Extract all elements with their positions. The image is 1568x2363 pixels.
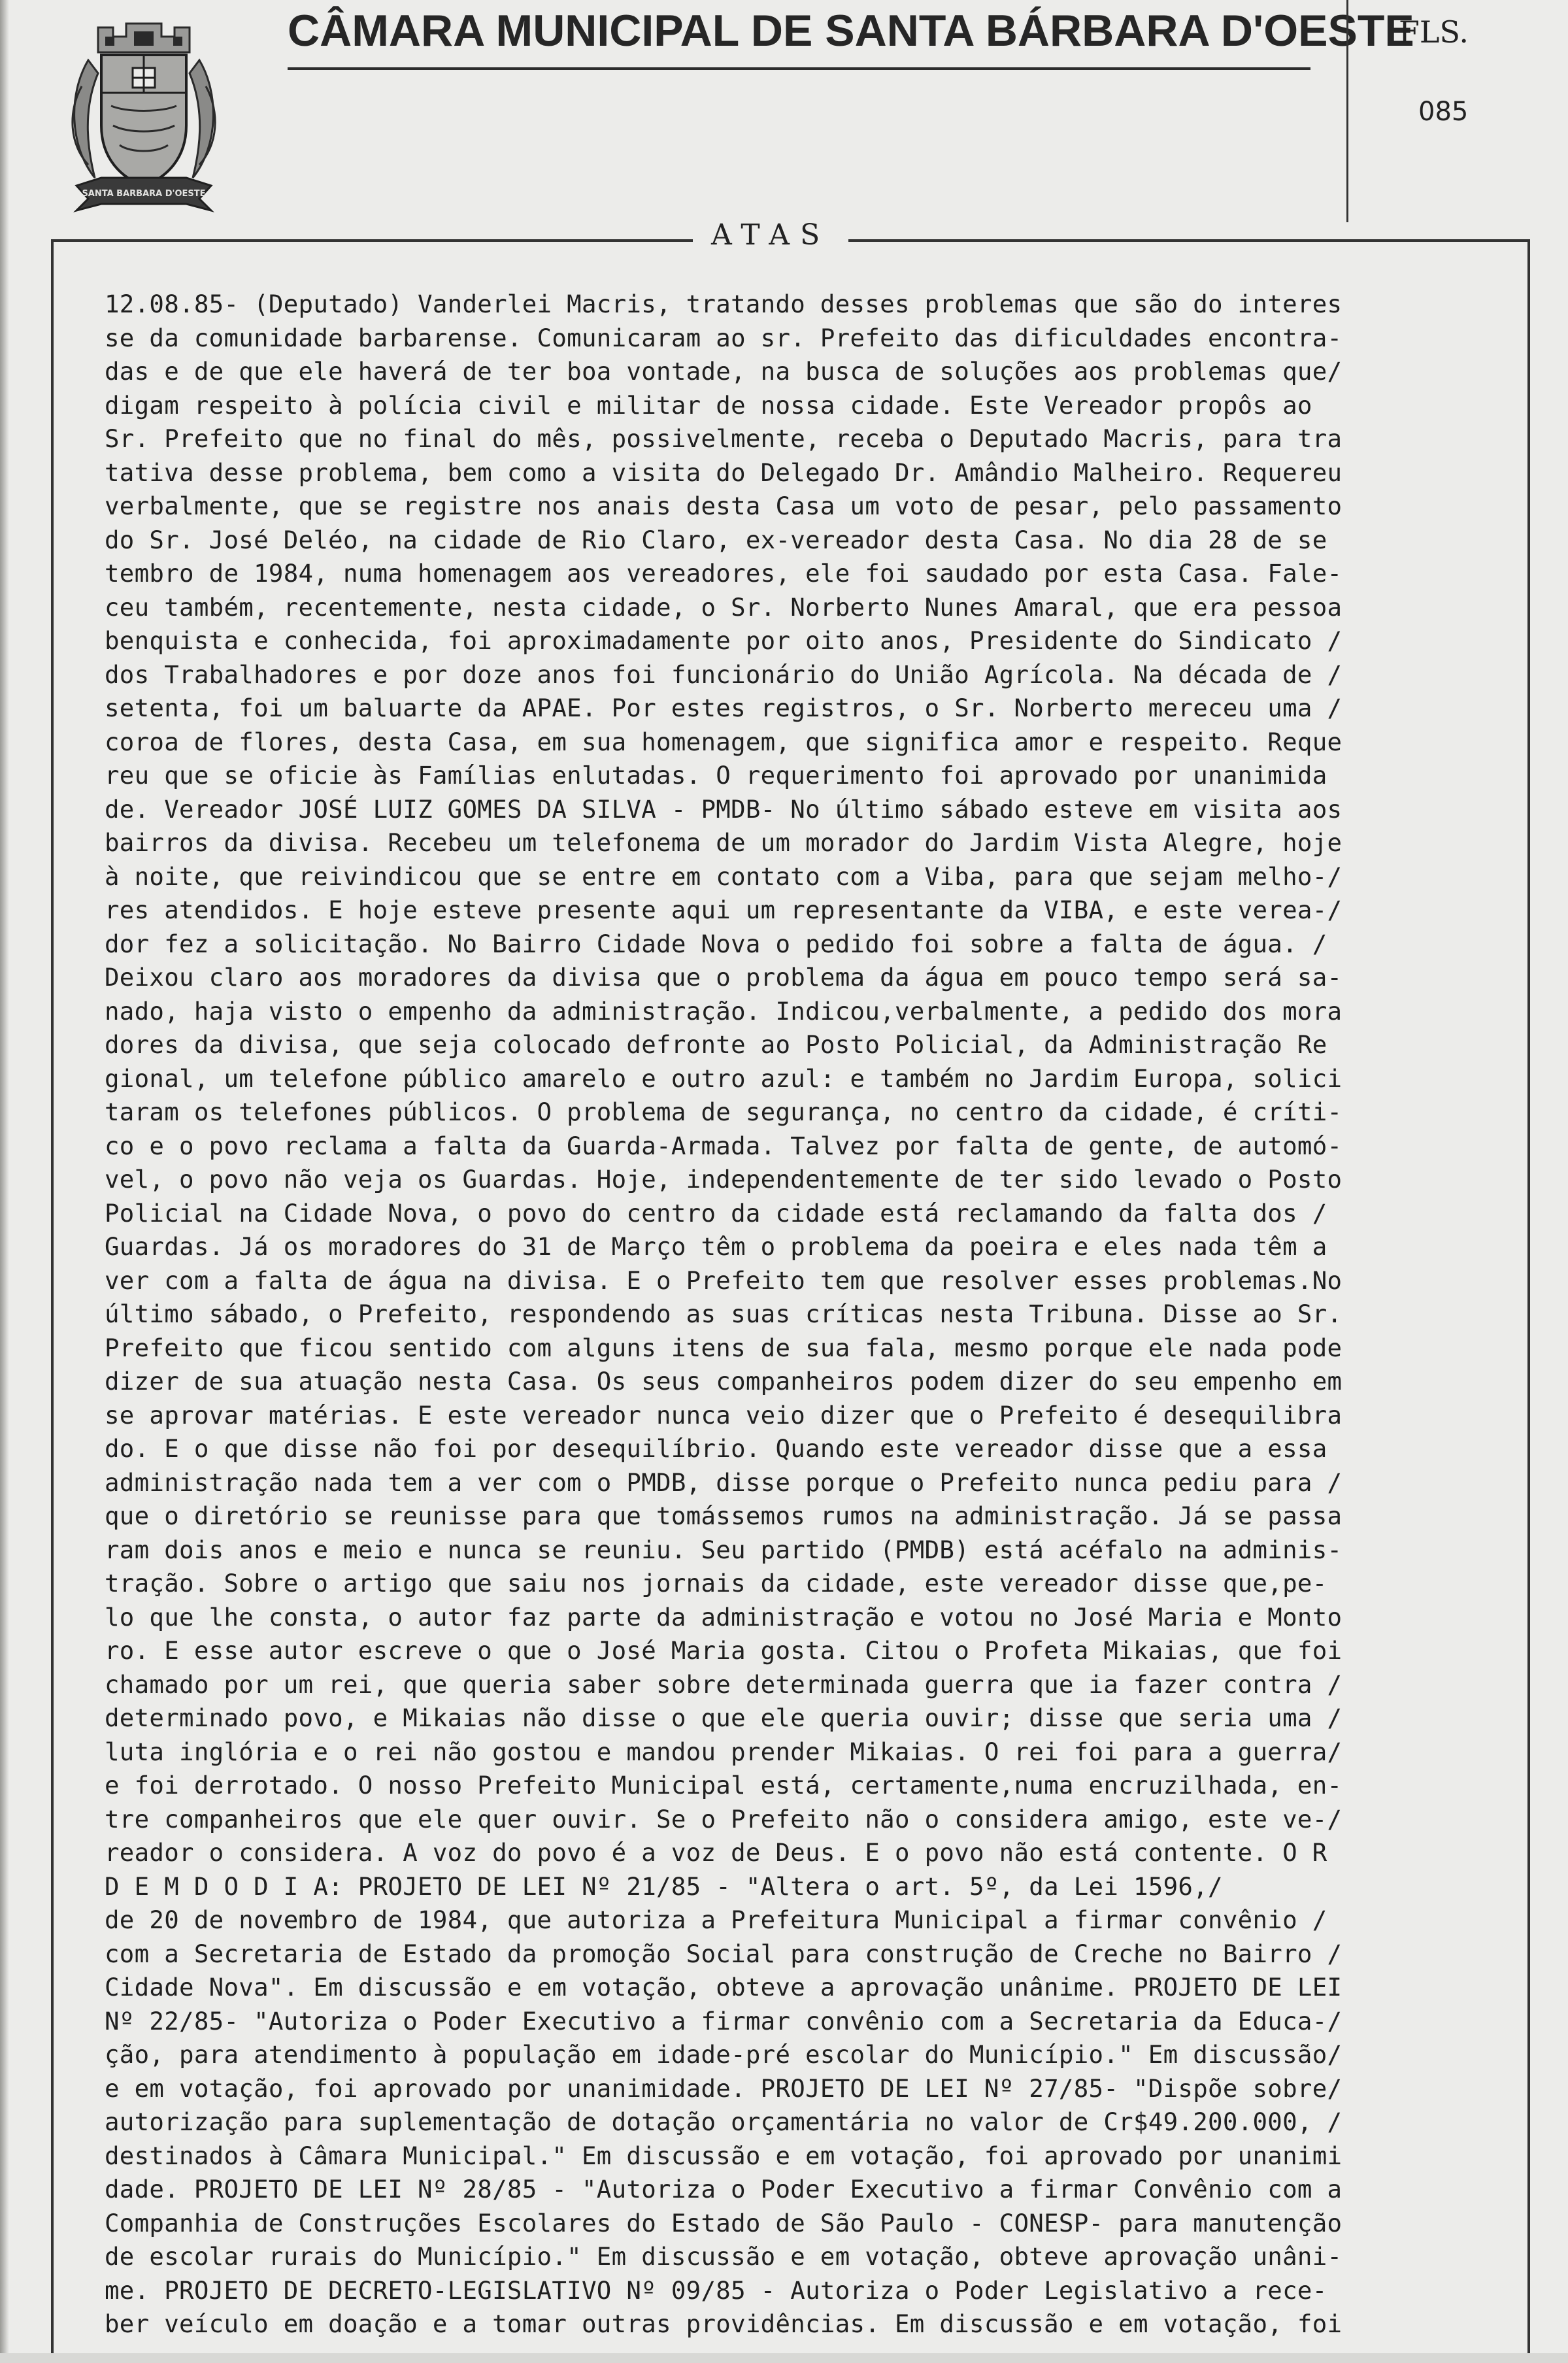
text-line: que o diretório se reunisse para que tomássemos rumos na administração. Já se passa bbox=[105, 1501, 1343, 1530]
title-underline bbox=[288, 67, 1310, 70]
text-line: Nº 22/85- "Autoriza o Poder Executivo a firmar convênio com a Secretaria da Educa-/ bbox=[105, 2006, 1343, 2036]
text-line: autorização para suplementação de dotação orçamentária no valor de Cr$49.200.000, / bbox=[105, 2107, 1343, 2136]
text-line: D E M D O D I A: PROJETO DE LEI Nº 21/85 - "Altera o art. 5º, da Lei 1596,/ bbox=[105, 1871, 1223, 1901]
text-line: taram os telefones públicos. O problema de segurança, no centro da cidade, é críti- bbox=[105, 1098, 1343, 1126]
text-line: chamado por um rei, que queria saber sobre determinada guerra que ia fazer contra / bbox=[105, 1669, 1343, 1699]
text-line: tre companheiros que ele quer ouvir. Se o Prefeito não o considera amigo, este ve-/ bbox=[105, 1804, 1343, 1834]
text-line: último sábado, o Prefeito, respondendo as suas críticas nesta Tribuna. Disse ao Sr. bbox=[105, 1299, 1343, 1328]
text-line: Policial na Cidade Nova, o povo do centro da cidade está reclamando da falta dos / bbox=[105, 1198, 1327, 1228]
text-line: nado, haja visto o empenho da administração. Indicou,verbalmente, a pedido dos mora bbox=[105, 996, 1343, 1026]
text-line: ceu também, recentemente, nesta cidade, o Sr. Norberto Nunes Amaral, que era pessoa bbox=[105, 592, 1343, 622]
text-line: determinado povo, e Mikaias não disse o que ele queria ouvir; disse que seria uma / bbox=[105, 1703, 1343, 1732]
text-line: do. E o que disse não foi por desequilíbrio. Quando este vereador disse que a essa bbox=[105, 1434, 1327, 1463]
text-line: verbalmente, que se registre nos anais desta Casa um voto de pesar, pelo passamento bbox=[105, 492, 1343, 520]
text-line: Cidade Nova". Em discussão e em votação, obteve a aprovação unânime. PROJETO DE LEI bbox=[105, 1973, 1343, 2002]
page-bottom-edge bbox=[0, 2353, 1568, 2363]
text-line: gional, um telefone público amarelo e outro azul: e também no Jardim Europa, solici bbox=[105, 1064, 1343, 1093]
text-line: luta inglória e o rei não gostou e mandou prender Mikaias. O rei foi para a guerra/ bbox=[105, 1737, 1343, 1766]
text-line: tração. Sobre o artigo que saiu nos jornais da cidade, este vereador disse que,pe- bbox=[105, 1569, 1327, 1598]
text-line: dizer de sua atuação nesta Casa. Os seus companheiros podem dizer do seu empenho em bbox=[105, 1367, 1343, 1396]
text-line: bairros da divisa. Recebeu um telefonema de um morador do Jardim Vista Alegre, hoje bbox=[105, 828, 1343, 857]
section-title: ATAS bbox=[693, 218, 848, 252]
text-line: Sr. Prefeito que no final do mês, possivelmente, receba o Deputado Macris, para tra bbox=[105, 424, 1343, 453]
page-edge-shadow bbox=[0, 0, 9, 2363]
text-line: tativa desse problema, bem como a visita do Delegado Dr. Amândio Malheiro. Requereu bbox=[105, 458, 1343, 487]
text-line: ber veículo em doação e a tomar outras providências. Em discussão e em votação, foi bbox=[105, 2309, 1343, 2338]
text-line: vel, o povo não veja os Guardas. Hoje, independentemente de ter sido levado o Posto bbox=[105, 1165, 1343, 1194]
minutes-body bbox=[105, 288, 1490, 2341]
text-line: com a Secretaria de Estado da promoção Social para construção de Creche no Bairro / bbox=[105, 1939, 1343, 1968]
folio-number: 085 bbox=[1418, 97, 1469, 127]
text-line: reu que se oficie às Famílias enlutadas. O requerimento foi aprovado por unanimida bbox=[105, 761, 1327, 790]
text-line: res atendidos. E hoje esteve presente aqui um representante da VIBA, e este verea-/ bbox=[105, 896, 1343, 924]
text-line: digam respeito à polícia civil e militar de nossa cidade. Este Vereador propôs ao bbox=[105, 390, 1312, 420]
text-line: tembro de 1984, numa homenagem aos vereadores, ele foi saudado por esta Casa. Fale- bbox=[105, 559, 1343, 588]
text-line: destinados à Câmara Municipal." Em discussão e em votação, foi aprovado por unanimi bbox=[105, 2141, 1343, 2170]
text-line: dade. PROJETO DE LEI Nº 28/85 - "Autoriza o Poder Executivo a firmar Convênio com a bbox=[105, 2175, 1343, 2204]
text-line: reador o considera. A voz do povo é a voz de Deus. E o povo não está contente. O R bbox=[105, 1838, 1327, 1867]
text-line: co e o povo reclama a falta da Guarda-Armada. Talvez por falta de gente, de automó- bbox=[105, 1131, 1343, 1160]
text-line: ção, para atendimento à população em idade-pré escolar do Município." Em discussão/ bbox=[105, 2040, 1343, 2069]
text-line: à noite, que reivindicou que se entre em contato com a Viba, para que sejam melho-/ bbox=[105, 862, 1343, 891]
text-line: ro. E esse autor escreve o que o José Maria gosta. Citou o Profeta Mikaias, que foi bbox=[105, 1636, 1343, 1665]
text-line: ram dois anos e meio e nunca se reuniu. Seu partido (PMDB) está acéfalo na adminis- bbox=[105, 1535, 1343, 1564]
text-line: me. PROJETO DE DECRETO-LEGISLATIVO Nº 09/85 - Autoriza o Poder Legislativo a rece- bbox=[105, 2275, 1327, 2305]
text-line: Prefeito que ficou sentido com alguns itens de sua fala, mesmo porque ele nada pode bbox=[105, 1333, 1343, 1362]
text-line: de escolar rurais do Município." Em discussão e em votação, obteve aprovação unâni- bbox=[105, 2242, 1343, 2271]
text-line: setenta, foi um baluarte da APAE. Por estes registros, o Sr. Norberto mereceu uma / bbox=[105, 694, 1343, 722]
folio-label: FLS. bbox=[1399, 14, 1469, 50]
text-line: ver com a falta de água na divisa. E o Prefeito tem que resolver esses problemas.No bbox=[105, 1265, 1343, 1295]
text-line: e foi derrotado. O nosso Prefeito Municipal está, certamente,numa encruzilhada, en- bbox=[105, 1771, 1343, 1800]
text-line: 12.08.85- (Deputado) Vanderlei Macris, tratando desses problemas que são do interes bbox=[105, 290, 1343, 318]
text-line: e em votação, foi aprovado por unanimidade. PROJETO DE LEI Nº 27/85- "Dispõe sobre/ bbox=[105, 2073, 1343, 2103]
text-line: se da comunidade barbarense. Comunicaram ao sr. Prefeito das dificuldades encontra- bbox=[105, 323, 1343, 352]
text-line: de 20 de novembro de 1984, que autoriza a Prefeitura Municipal a firmar convênio / bbox=[105, 1905, 1327, 1934]
text-line: administração nada tem a ver com o PMDB, disse porque o Prefeito nunca pediu para / bbox=[105, 1467, 1343, 1497]
text-line: Deixou claro aos moradores da divisa que o problema da água em pouco tempo será sa- bbox=[105, 963, 1343, 992]
page-title: CÂMARA MUNICIPAL DE SANTA BÁRBARA D'OESTE bbox=[288, 6, 1414, 56]
text-line: coroa de flores, desta Casa, em sua homenagem, que significa amor e respeito. Reque bbox=[105, 727, 1343, 756]
text-line: dores da divisa, que seja colocado defronte ao Posto Policial, da Administração Re bbox=[105, 1030, 1327, 1059]
crest-motto: SANTA BARBARA D'OESTE bbox=[82, 189, 206, 199]
text-line: do Sr. José Deléo, na cidade de Rio Claro, ex-vereador desta Casa. No dia 28 de se bbox=[105, 525, 1327, 554]
text-line: Guardas. Já os moradores do 31 de Março têm o problema da poeira e eles nada têm a bbox=[105, 1232, 1327, 1261]
text-line: lo que lhe consta, o autor faz parte da administração e votou no José Maria e Monto bbox=[105, 1602, 1343, 1632]
text-line: benquista e conhecida, foi aproximadamente por oito anos, Presidente do Sindicato / bbox=[105, 626, 1343, 655]
text-line: Companhia de Construções Escolares do Estado de São Paulo - CONESP- para manutenção bbox=[105, 2208, 1343, 2237]
text-line: dor fez a solicitação. No Bairro Cidade Nova o pedido foi sobre a falta de água. / bbox=[105, 929, 1327, 958]
text-line: se aprovar matérias. E este vereador nunca veio dizer que o Prefeito é desequilibra bbox=[105, 1400, 1343, 1430]
municipal-crest-icon bbox=[62, 14, 225, 224]
text-line: de. Vereador JOSÉ LUIZ GOMES DA SILVA - PMDB- No último sábado esteve em visita aos bbox=[105, 794, 1343, 824]
text-line: dos Trabalhadores e por doze anos foi funcionário do União Agrícola. Na década de / bbox=[105, 660, 1343, 689]
text-line: das e de que ele haverá de ter boa vontade, na busca de soluções aos problemas que/ bbox=[105, 357, 1343, 386]
